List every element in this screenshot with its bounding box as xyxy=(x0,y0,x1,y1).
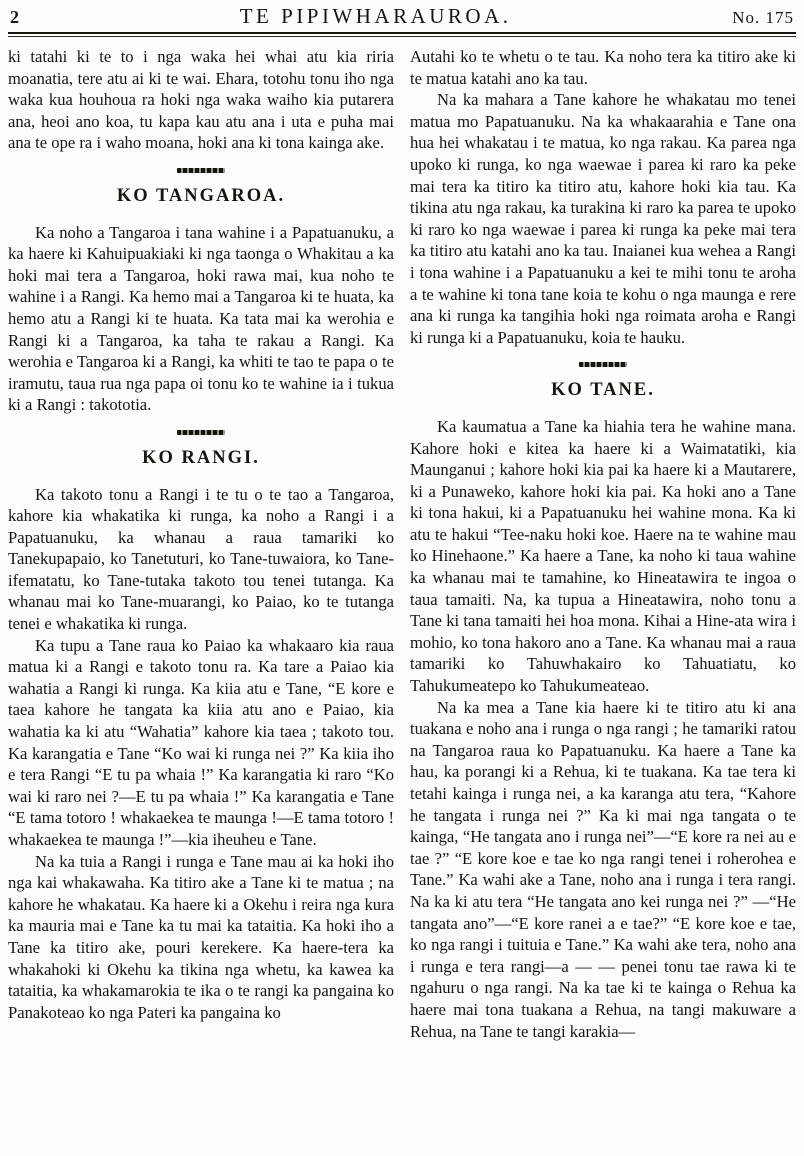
paragraph-tane-1: Ka kaumatua a Tane ka hiahia tera he wahine mana. Kahore hoki e kitea ka haere ki a Waimatatiki, kia Maunganui ; kahore hoki kia pai ka haere ki a Mautarere, ki a Punaweko, kahore hoki kia pai. Ka hoki ano a Tane ki tona hakui, ki a Papatuanuku hei wahine mona. Ka ki atu te hakui “Tee-naku hoki koe. Haere na te wahine mau ko Hinehaone.” Ka haere a Tane, ka noho ki taua wahine ka whanau mai te tamahine, ko Hineatawira te ingoa o taua tamaiti. Na, ka tupua a Hineatawira, noho tonu a Tane ki tana tamaiti hei hoa mona. Kihai a Hine-ata wira i mohio, ko tona hakoro ano a Tane. Ka whanau mai a raua tamariki ko Tahuwhakairo ko Tahuatiatu, ko Tahukumeatepo ko Tahukumeateao. xyxy=(410,416,796,696)
issue-number: No. 175 xyxy=(732,8,794,27)
page-number: 2 xyxy=(10,7,19,27)
section-divider-ornament xyxy=(177,168,225,173)
paragraph-mahara: Na ka mahara a Tane kahore he whakatau mo tenei matua mo Papatuanuku. Na ka whakaarahia e Tane ona hua hei whakatau i te matua, ko nga rakau. Ka parea nga upoko ki runga, ko nga waewae i parea ki raro ka peke mai tera ka titiro ka titiro atu, kahore hoki kia tau. Ka tikina atu nga rakau, ka turakina ki raro ka parea te upoko ki raro ko nga waewae i parea ki runga ka peke mai tera ka titiro atu katahi ano ka tau. Inaianei kua wehea a Rangi i tona wahine i a Papatuanuku a kei te mihi tonu te aroha a te wahine ki tona tane koia te kohu o nga maunga e rere ana ki runga ka tangihia hoki nga roimata aroha e Rangi ki runga ki a Papatuanuku, koia te hauku. xyxy=(410,90,796,347)
column-right xyxy=(410,46,796,1042)
masthead-title: TE PIPIWHARAUROA. xyxy=(239,4,512,28)
paragraph-tane-2: Na ka mea a Tane kia haere ki te titiro atu ki ana tuakana e noho ana i runga o nga rangi ; he tamariki ratou na Tangaroa raua ko Papatuanuku. Ka haere a Tane ka hau, ka porangi ki a Rehua, ki te tuakana. Ka tae tera ki tetahi kainga i runga nei, a ka karanga atu tera, “Kahore he tangata i runga nei ?” Ka ki mai nga tangata o te kainga, “He tangata ano i runga nei”—“E kore ra nei au e tae ?” “E kore koe e tae ko nga rangi tenei i roherohea e Tane.” Ka wahi ake a Tane, noho ana i runga i tera rangi. Na ka ki atu tera “He tangata ano kei runga nei ?” —“He tangata ano”—“E kore ranei a e tae?” “E kore koe e tae, ko nga rangi i tuituia e Tane.” Ka wahi ake tera, noho ana i runga e tera rangi—a — — penei tonu tae rawa ki te ngahuru o nga rangi. Na ka tae ki te kainga o Rehua ka haere mai tona tuakana a Rehua, na tangi makuware a Rehua, na Tane te tangi karakia— xyxy=(410,697,796,1041)
section-divider-ornament xyxy=(579,362,627,367)
page-header xyxy=(8,0,796,30)
heading-ko-rangi: KO RANGI. xyxy=(142,447,260,468)
column-left xyxy=(8,46,394,1042)
paragraph-rangi-3: Na ka tuia a Rangi i runga e Tane mau ai ka hoki iho nga kai whakawaha. Ka titiro ake a Tane ki te matua ; na kahore he whakatau. Ka haere ki a Okehu i reira nga kura ka mauria mai e Tane ka tu mai ka tataitia. Ka hoki iho a Tane ka titiro ake, pouri kerekere. Ka haere-tera ka whakahoki ki Okehu ka tikina nga whetu, ka kawea ka tataitia, ka whakamarokia te ika o te rangi ka pangaina ko Panakoteao ko nga Pateri ka pangaina ko xyxy=(8,851,394,1022)
heading-ko-tane: KO TANE. xyxy=(551,380,655,401)
paragraph-tangaroa: Ka noho a Tangaroa i tana wahine i a Papatuanuku, a ka haere ki Kahuipuakiaki ki nga taonga o Whakitau a ka hoki mai tera a Tangaroa, hoki rawa mai, kua noho te wahine i a Rangi. Ka hemo mai a Tangaroa ki te huata, ka hemo atu a Rangi ki te huata. Ka tata mai ka werohia e Rangi ki a Tangaroa, ka taha te rakau a Rangi. Ka werohia e Tangaroa ki a Rangi, ka whiti te tao te papa o te iramutu, taua rua nga papa oi tonu ko te wahine ia i tukua ki a Rangi : takototia. xyxy=(8,222,394,415)
paragraph-right-continuation: Autahi ko te whetu o te tau. Ka noho tera ka titiro ake ki te matua katahi ano ka tau. xyxy=(410,47,796,88)
paragraph-rangi-2: Ka tupu a Tane raua ko Paiao ka whakaaro kia raua matua ki a Rangi e takoto tonu ra. Ka tare a Paiao kia wahatia a Rangi ki runga. Ka kiia atu e Tane, “E kore e taea kahore he tangata ka kiia atu ano e Paiao, kia wahatia ka ki atu “Wahatia” kahore kia taea ; takoto tou. Ka karangatia e Tane “Ko wai ki runga nei ?” Ka kiia iho e tera Rangi “E tu pa whaia !” Ka karangatia ki raro “Ko wai ki raro nei ?—E tu pa whaia !” Ka karangatia e Tane “E tama totoro ! whakaekea te maunga !—E tama totoro ! whakaekea te maunga !”—kia iheuheu e Tane. xyxy=(8,635,394,849)
paragraph-intro-continuation: ki tatahi ki te to i nga waka hei whai atu kia riria moanatia, tere atu ai ki te wai. Ehara, totohu tonu iho nga waka kua houhoua ra hoki nga waka waiho kia putarera ana, heoi ano koa, tu kapa kau atu ana i uta e puha mai ana te ope ra i waho moana, hoki ana ki tona kainga ake. xyxy=(8,47,394,153)
section-divider-ornament xyxy=(177,430,225,435)
heading-ko-tangaroa: KO TANGAROA. xyxy=(116,185,286,206)
article-columns xyxy=(8,37,796,1042)
paragraph-rangi-1: Ka takoto tonu a Rangi i te tu o te tao a Tangaroa, kahore kia whakatika ki runga, ka noho a Rangi i a Papatuanuku, ka whanau a raua tamariki ko Tanekupapaio, ko Tanetuturi, ko Tane-tuwaiora, ko Tane-ifematatu, ko Tane-tutaka takoto tou tenei tutanga. Ka whanau mai ko Tane-muarangi, ko Paiao, ko te tutanga tenei e whakatika ki runga. xyxy=(8,484,394,634)
